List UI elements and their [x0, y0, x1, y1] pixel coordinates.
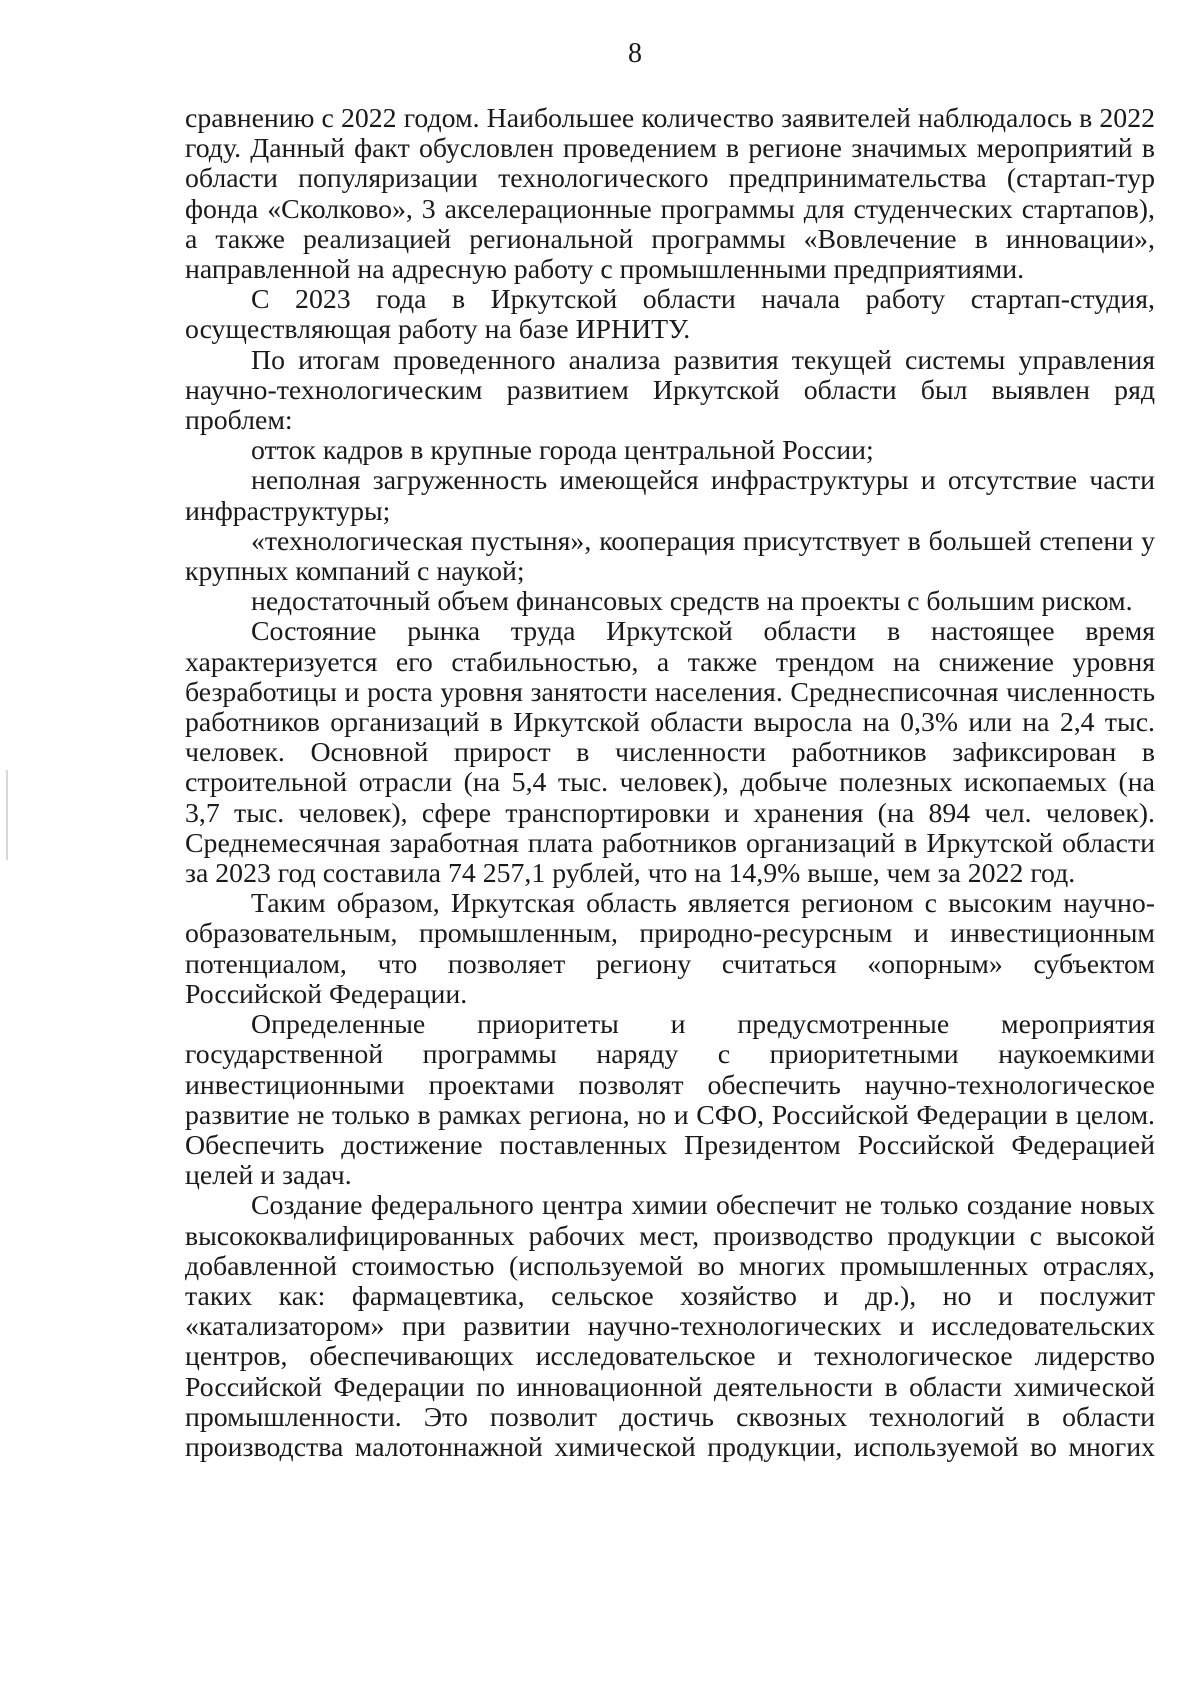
scan-edge-mark — [6, 770, 8, 860]
paragraph-analysis-problems: По итогам проведенного анализа развития текущей системы управления научно-технологическим развитием Иркутской области был выявлен ряд проблем: — [185, 344, 1155, 437]
document-body — [185, 104, 1155, 1463]
page-number: 8 — [628, 38, 642, 69]
paragraph-priorities: Определенные приоритеты и предусмотренные мероприятия государственной программы наряду с приоритетными наукоемкими инвестиционными проектами позволят обеспечить научно-технологическое развитие не только в рамках региона, но и СФО, Российской Федерации в целом. Обеспечить достижение поставленных Президентом Российской Федерацией целей и задач. — [185, 1009, 1155, 1192]
paragraph-startup-studio: С 2023 года в Иркутской области начала работу стартап-студия, осуществляющая работу на базе ИРНИТУ. — [185, 284, 1155, 346]
list-item-problem-3: «технологическая пустыня», кооперация присутствует в большей степени у крупных компаний с наукой; — [185, 525, 1155, 588]
list-item-problem-1: отток кадров в крупные города центральной России; — [251, 435, 874, 467]
list-item-problem-2: неполная загруженность имеющейся инфраструктуры и отсутствие части инфраструктуры; — [185, 465, 1155, 527]
paragraph-labor-market: Состояние рынка труда Иркутской области в настоящее время характеризуется его стабильностью, а также трендом на снижение уровня безработицы и роста уровня занятости населения. Среднесписочная численность работников организаций в Иркутской области выросла на 0,3% или на 2,4 тыс. человек. Основной прирост в численности работников зафиксирован в строительной отрасли (на 5,4 тыс. человек), добыче полезных ископаемых (на 3,7 тыс. человек), сфере транспортировки и хранения (на 894 чел. человек). Среднемесячная заработная плата работников организаций в Иркутской области за 2023 год составила 74 257,1 рублей, что на 14,9% выше, чем за 2022 год. — [185, 616, 1155, 890]
paragraph-region-potential: Таким образом, Иркутская область является регионом с высоким научно-образовательным, промышленным, природно-ресурсным и инвестиционным потенциалом, что позволяет региону считаться «опорным» субъектом Российской Федерации. — [185, 888, 1155, 1010]
list-item-problem-4: недостаточный объем финансовых средств на проекты с большим риском. — [251, 586, 1133, 618]
paragraph-chemistry-center: Создание федерального центра химии обеспечит не только создание новых высококвалифицированных рабочих мест, производство продукции с высокой добавленной стоимостью (используемой во многих промышленных отраслях, таких как: фармацевтика, сельское хозяйство и др.), но и послужит «катализатором» при развитии научно-технологических и исследовательских центров, обеспечивающих исследовательское и технологическое лидерство Российской Федерации по инновационной деятельности в области химической промышленности. Это позволит достичь сквозных технологий в области производства малотоннажной химической продукции, используемой во многих — [185, 1190, 1155, 1463]
paragraph-continuation: сравнению с 2022 годом. Наибольшее количество заявителей наблюдалось в 2022 году. Данный факт обусловлен проведением в регионе значимых мероприятий в области популяризации технологического предпринимательства (стартап-тур фонда «Сколково», 3 акселерационные программы для студенческих стартапов), а также реализацией региональной программы «Вовлечение в инновации», направленной на адресную работу с промышленными предприятиями. — [185, 103, 1155, 286]
